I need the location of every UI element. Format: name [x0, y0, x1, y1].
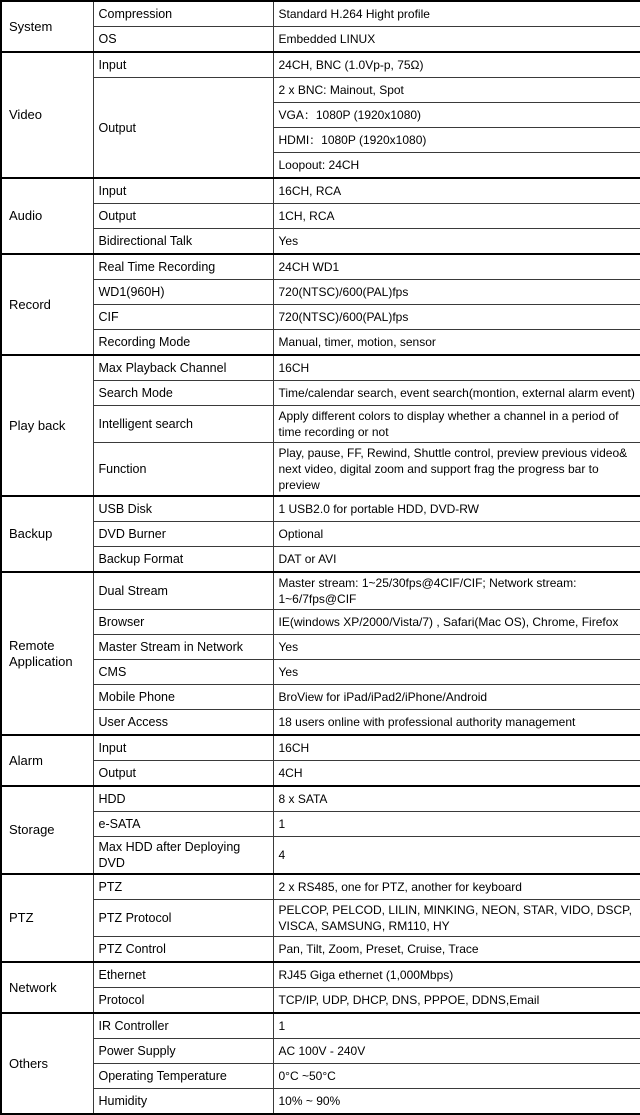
property-cell: Output	[93, 761, 273, 787]
property-cell: WD1(960H)	[93, 280, 273, 305]
value-cell: Play, pause, FF, Rewind, Shuttle control, preview previous video& next video, digital zoom and support frag the progress bar to preview	[273, 443, 640, 497]
spec-row	[1, 280, 640, 305]
spec-row	[1, 27, 640, 53]
property-cell: PTZ Protocol	[93, 900, 273, 937]
value-cell: IE(windows XP/2000/Vista/7) , Safari(Mac OS), Chrome, Firefox	[273, 610, 640, 635]
value-cell: TCP/IP, UDP, DHCP, DNS, PPPOE, DDNS,Email	[273, 988, 640, 1014]
value-cell: 4CH	[273, 761, 640, 787]
property-cell: HDD	[93, 786, 273, 812]
category-cell: Storage	[1, 786, 93, 874]
value-cell: Yes	[273, 660, 640, 685]
property-cell: PTZ Control	[93, 937, 273, 963]
property-cell: Power Supply	[93, 1039, 273, 1064]
property-cell: Output	[93, 78, 273, 179]
spec-table-body	[1, 1, 640, 1114]
property-cell: Function	[93, 443, 273, 497]
spec-row	[1, 355, 640, 381]
spec-row	[1, 547, 640, 573]
spec-row	[1, 1064, 640, 1089]
value-cell: Manual, timer, motion, sensor	[273, 330, 640, 356]
property-cell: Operating Temperature	[93, 1064, 273, 1089]
value-cell: 0°C ~50°C	[273, 1064, 640, 1089]
property-cell: OS	[93, 27, 273, 53]
property-cell: Bidirectional Talk	[93, 229, 273, 255]
spec-row	[1, 1039, 640, 1064]
value-cell: 1CH, RCA	[273, 204, 640, 229]
value-cell: Yes	[273, 229, 640, 255]
value-cell: Master stream: 1~25/30fps@4CIF/CIF; Network stream: 1~6/7fps@CIF	[273, 572, 640, 610]
property-cell: CIF	[93, 305, 273, 330]
value-cell: Embedded LINUX	[273, 27, 640, 53]
spec-row	[1, 685, 640, 710]
value-cell: PELCOP, PELCOD, LILIN, MINKING, NEON, STAR, VIDO, DSCP, VISCA, SAMSUNG, RM110, HY	[273, 900, 640, 937]
property-cell: Intelligent search	[93, 406, 273, 443]
value-cell: 720(NTSC)/600(PAL)fps	[273, 305, 640, 330]
value-cell: Pan, Tilt, Zoom, Preset, Cruise, Trace	[273, 937, 640, 963]
spec-row	[1, 496, 640, 522]
value-cell: BroView for iPad/iPad2/iPhone/Android	[273, 685, 640, 710]
category-cell: Video	[1, 52, 93, 178]
property-cell: e-SATA	[93, 812, 273, 837]
value-cell: 16CH	[273, 355, 640, 381]
category-cell: PTZ	[1, 874, 93, 962]
value-cell: 24CH, BNC (1.0Vp-p, 75Ω)	[273, 52, 640, 78]
category-cell: Backup	[1, 496, 93, 572]
spec-row	[1, 812, 640, 837]
spec-row	[1, 635, 640, 660]
property-cell: PTZ	[93, 874, 273, 900]
value-cell: Time/calendar search, event search(montion, external alarm event)	[273, 381, 640, 406]
spec-row	[1, 837, 640, 875]
value-cell: 720(NTSC)/600(PAL)fps	[273, 280, 640, 305]
spec-row	[1, 229, 640, 255]
property-cell: User Access	[93, 710, 273, 736]
value-cell: Yes	[273, 635, 640, 660]
spec-row	[1, 710, 640, 736]
property-cell: USB Disk	[93, 496, 273, 522]
spec-row	[1, 178, 640, 204]
value-cell: Optional	[273, 522, 640, 547]
spec-row	[1, 406, 640, 443]
value-cell: 24CH WD1	[273, 254, 640, 280]
spec-row	[1, 988, 640, 1014]
property-cell: Compression	[93, 1, 273, 27]
property-cell: Input	[93, 52, 273, 78]
value-cell: 1	[273, 812, 640, 837]
spec-row	[1, 1089, 640, 1115]
spec-row	[1, 874, 640, 900]
value-cell: AC 100V - 240V	[273, 1039, 640, 1064]
property-cell: Backup Format	[93, 547, 273, 573]
spec-row	[1, 78, 640, 103]
spec-row	[1, 1013, 640, 1039]
property-cell: Output	[93, 204, 273, 229]
spec-row	[1, 522, 640, 547]
spec-row	[1, 381, 640, 406]
category-cell: Alarm	[1, 735, 93, 786]
spec-row	[1, 786, 640, 812]
property-cell: CMS	[93, 660, 273, 685]
property-cell: Humidity	[93, 1089, 273, 1115]
value-cell: Standard H.264 Hight profile	[273, 1, 640, 27]
property-cell: Input	[93, 178, 273, 204]
spec-row	[1, 254, 640, 280]
property-cell: Recording Mode	[93, 330, 273, 356]
spec-row	[1, 962, 640, 988]
value-cell: HDMI：1080P (1920x1080)	[273, 128, 640, 153]
property-cell: Ethernet	[93, 962, 273, 988]
spec-row	[1, 52, 640, 78]
value-cell: 2 x RS485, one for PTZ, another for keyboard	[273, 874, 640, 900]
value-cell: VGA：1080P (1920x1080)	[273, 103, 640, 128]
category-cell: Others	[1, 1013, 93, 1114]
property-cell: Mobile Phone	[93, 685, 273, 710]
value-cell: Loopout: 24CH	[273, 153, 640, 179]
value-cell: 8 x SATA	[273, 786, 640, 812]
value-cell: 4	[273, 837, 640, 875]
category-cell: System	[1, 1, 93, 52]
spec-row	[1, 204, 640, 229]
spec-row	[1, 443, 640, 497]
property-cell: Input	[93, 735, 273, 761]
category-cell: Play back	[1, 355, 93, 496]
value-cell: Apply different colors to display whether a channel in a period of time recording or not	[273, 406, 640, 443]
value-cell: 2 x BNC: Mainout, Spot	[273, 78, 640, 103]
spec-row	[1, 660, 640, 685]
property-cell: IR Controller	[93, 1013, 273, 1039]
category-cell: Audio	[1, 178, 93, 254]
property-cell: Master Stream in Network	[93, 635, 273, 660]
property-cell: Browser	[93, 610, 273, 635]
value-cell: 1 USB2.0 for portable HDD, DVD-RW	[273, 496, 640, 522]
category-cell: Remote Application	[1, 572, 93, 735]
spec-row	[1, 572, 640, 610]
category-cell: Record	[1, 254, 93, 355]
spec-row	[1, 937, 640, 963]
category-cell: Network	[1, 962, 93, 1013]
property-cell: Max Playback Channel	[93, 355, 273, 381]
property-cell: DVD Burner	[93, 522, 273, 547]
property-cell: Dual Stream	[93, 572, 273, 610]
value-cell: 10% ~ 90%	[273, 1089, 640, 1115]
value-cell: 18 users online with professional authority management	[273, 710, 640, 736]
property-cell: Search Mode	[93, 381, 273, 406]
value-cell: 16CH	[273, 735, 640, 761]
spec-row	[1, 900, 640, 937]
spec-row	[1, 305, 640, 330]
spec-row	[1, 1, 640, 27]
spec-row	[1, 330, 640, 356]
value-cell: 1	[273, 1013, 640, 1039]
spec-row	[1, 761, 640, 787]
spec-row	[1, 735, 640, 761]
spec-row	[1, 610, 640, 635]
property-cell: Max HDD after Deploying DVD	[93, 837, 273, 875]
value-cell: RJ45 Giga ethernet (1,000Mbps)	[273, 962, 640, 988]
property-cell: Protocol	[93, 988, 273, 1014]
value-cell: DAT or AVI	[273, 547, 640, 573]
value-cell: 16CH, RCA	[273, 178, 640, 204]
property-cell: Real Time Recording	[93, 254, 273, 280]
